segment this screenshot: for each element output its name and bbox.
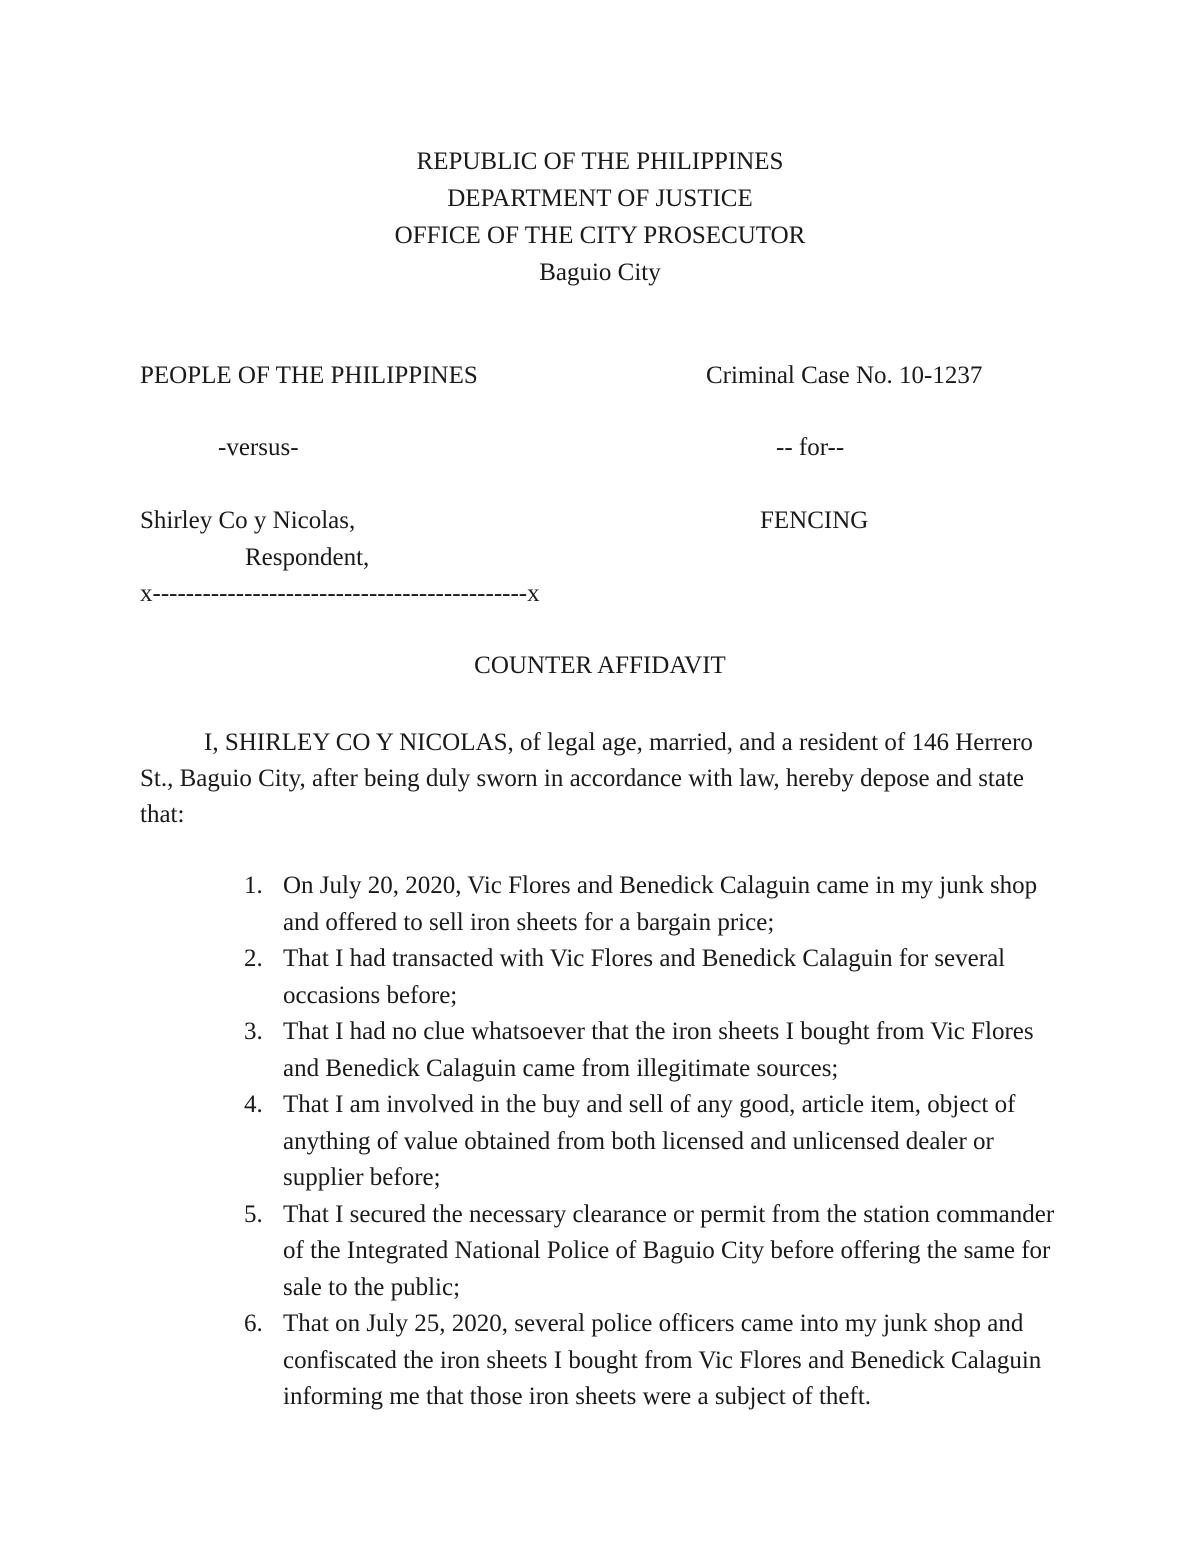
statement-item xyxy=(0,941,1068,1014)
respondent-name: Shirley Co y Nicolas, xyxy=(140,507,356,534)
numbered-statements xyxy=(0,868,1200,1416)
header-republic: REPUBLIC OF THE PHILIPPINES xyxy=(416,148,784,175)
respondent-label: Respondent, xyxy=(245,544,370,571)
statement-text: That I secured the necessary clearance or permit from the station commander of the Integrated National Police of Baguio City before offering the same for sale to the public; xyxy=(283,1200,1055,1301)
intro-paragraph: I, SHIRLEY CO Y NICOLAS, of legal age, married, and a resident of 146 Herrero St., Baguio City, after being duly sworn in accordance with law, hereby depose and state that: xyxy=(140,729,1033,828)
caption-separator: x---------------------------------------------x xyxy=(140,580,540,607)
versus-label: -versus- xyxy=(218,434,299,461)
statement-item xyxy=(0,1306,1068,1416)
header-city: Baguio City xyxy=(539,259,661,286)
for-label: -- for-- xyxy=(776,434,845,461)
document-title: COUNTER AFFIDAVIT xyxy=(474,652,726,679)
statement-text: That I had transacted with Vic Flores and Benedick Calaguin for several occasions before; xyxy=(283,945,1006,1009)
statement-number: 4. xyxy=(244,1091,263,1118)
header-office: OFFICE OF THE CITY PROSECUTOR xyxy=(394,222,806,249)
statement-item xyxy=(0,1014,1068,1087)
document-header xyxy=(0,143,1200,291)
statement-text: That I had no clue whatsoever that the iron sheets I bought from Vic Flores and Benedick Calaguin came from illegitimate sources; xyxy=(283,1018,1034,1082)
statement-text: On July 20, 2020, Vic Flores and Benedick Calaguin came in my junk shop and offered to sell iron sheets for a bargain price; xyxy=(283,872,1038,936)
statement-item xyxy=(0,1087,1068,1197)
statement-number: 5. xyxy=(244,1200,263,1228)
case-number: Criminal Case No. 10-1237 xyxy=(706,362,983,389)
statement-number: 1. xyxy=(244,872,263,899)
statement-text: That on July 25, 2020, several police officers came into my junk shop and confiscated the iron sheets I bought from Vic Flores and Benedick Calaguin informing me that those iron sheets were a subject of theft. xyxy=(283,1310,1042,1410)
statement-text: That I am involved in the buy and sell of any good, article item, object of anything of value obtained from both licensed and unlicensed dealer or supplier before; xyxy=(283,1091,1016,1191)
statement-item xyxy=(0,1197,1068,1307)
statement-number: 3. xyxy=(244,1018,263,1045)
statement-number: 6. xyxy=(244,1310,263,1337)
plaintiff-name: PEOPLE OF THE PHILIPPINES xyxy=(140,362,478,389)
statement-item xyxy=(0,868,1068,941)
statement-number: 2. xyxy=(244,945,263,972)
header-department: DEPARTMENT OF JUSTICE xyxy=(447,185,753,212)
offense-label: FENCING xyxy=(760,507,869,534)
